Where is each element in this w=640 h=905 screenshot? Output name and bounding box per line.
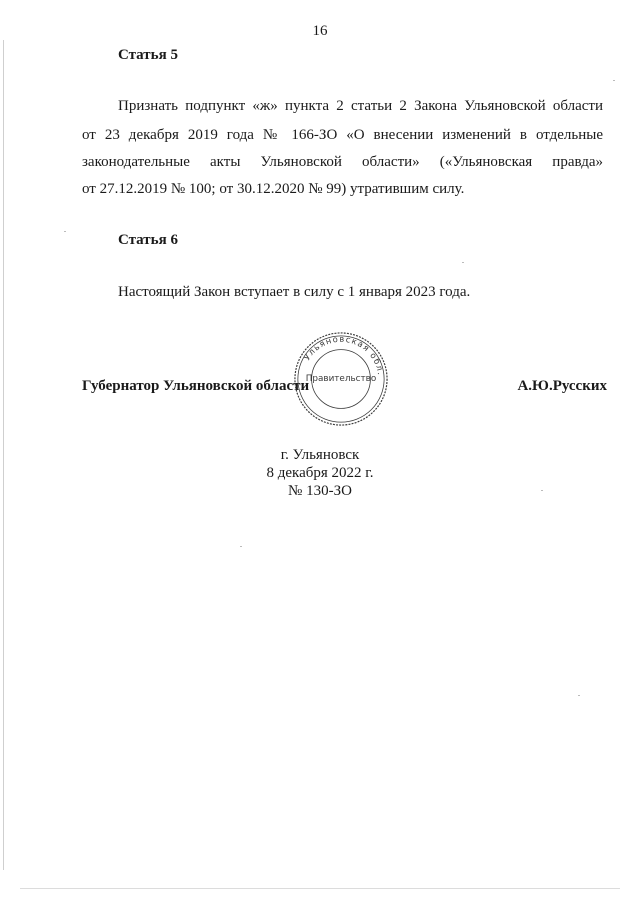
law-number: № 130-ЗО [288, 483, 352, 499]
signing-place: г. Ульяновск [280, 447, 360, 463]
article-5-line-1: Признать подпункт «ж» пункта 2 статьи 2 Закона Ульяновской области [118, 98, 603, 114]
scan-speck [613, 80, 615, 81]
scan-speck [64, 231, 66, 232]
signatory-name: А.Ю.Русских [517, 378, 607, 394]
article-5-heading: Статья 5 [118, 47, 178, 63]
signing-date: 8 декабря 2022 г. [266, 465, 374, 481]
page-bottom-line [20, 888, 620, 889]
signatory-position: Губернатор Ульяновской области [82, 378, 310, 394]
official-seal [292, 330, 390, 428]
scan-speck [578, 695, 580, 696]
seal-ring-text: Ульяновская обл. [301, 333, 387, 377]
scan-speck [240, 546, 242, 547]
article-5-line-2: от 23 декабря 2019 года № 166-ЗО «О внесении изменений в отдельные [82, 127, 603, 143]
article-6-heading: Статья 6 [118, 232, 178, 248]
page-number: 16 [312, 23, 328, 39]
article-5-line-3: законодательные акты Ульяновской области» («Ульяновская правда» [82, 154, 603, 170]
scan-speck [462, 262, 464, 263]
article-5-line-4: от 27.12.2019 № 100; от 30.12.2020 № 99) утратившим силу. [82, 181, 465, 197]
article-6-text: Настоящий Закон вступает в силу с 1 января 2023 года. [118, 284, 471, 300]
seal-center-text: Правительство [305, 373, 377, 384]
